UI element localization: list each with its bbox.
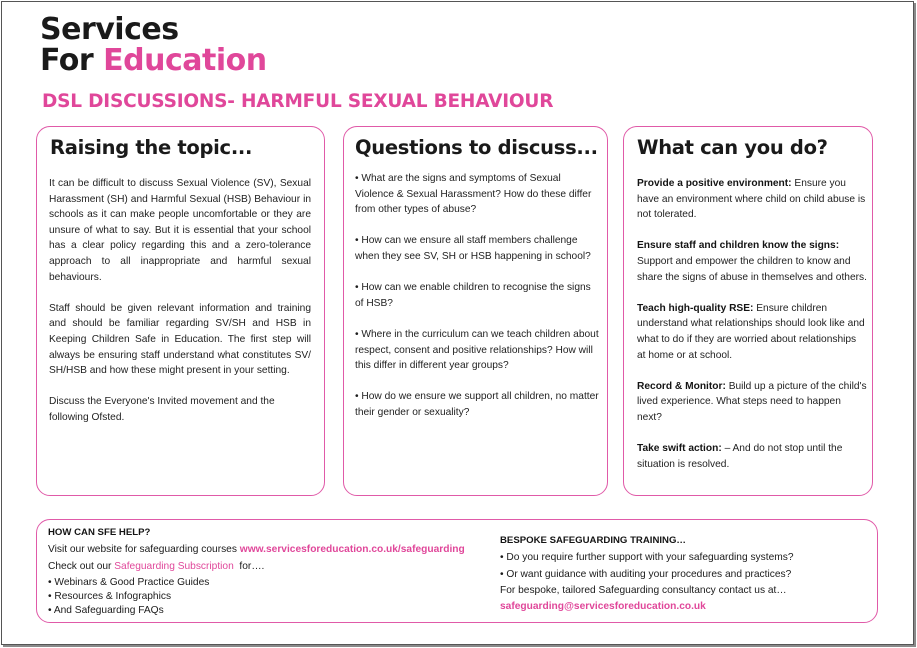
help-bullet: • Webinars & Good Practice Guides	[48, 576, 210, 588]
help-card	[36, 519, 878, 623]
subscription-link[interactable]: Safeguarding Subscription	[114, 560, 234, 572]
help-check-prefix: Check out our	[48, 560, 115, 572]
help-check-suffix: for….	[233, 560, 265, 572]
logo-line-1: Services	[40, 12, 179, 47]
action-text: Ensure children understand what relationships should look like and what to do if they are worried about relationships at home or at school.	[637, 302, 865, 361]
raising-paragraph-3: Discuss the Everyone's Invited movement and the following Ofsted.	[49, 396, 275, 423]
help-heading: HOW CAN SFE HELP?	[48, 527, 151, 538]
action-label: Record & Monitor:	[637, 380, 726, 392]
action-label: Provide a positive environment:	[637, 178, 792, 189]
raising-topic-body	[49, 176, 311, 441]
raising-paragraph-1: It can be difficult to discuss Sexual Violence (SV), Sexual Harassment (SH) and Harmful Sexual (HSB) Behaviour in schools as it can make people uncomfortable or they are unsure of what to say. But it is essential that your school has a clear policy regarding this and a zero-tolerance approach to all inappropriate and harmful sexual behaviours.	[49, 178, 311, 283]
bespoke-heading: BESPOKE SAFEGUARDING TRAINING…	[500, 535, 687, 546]
action-text: Build up a picture of the child's lived experience. What steps need to happen next?	[637, 380, 867, 423]
action-text: – And do not stop until the situation is resolved.	[637, 443, 843, 470]
page-title: DSL DISCUSSIONS- HARMFUL SEXUAL BEHAVIOUR	[42, 91, 554, 112]
actions-card	[623, 126, 873, 496]
help-section	[48, 526, 488, 619]
website-link[interactable]: www.servicesforeducation.co.uk/safeguarding	[239, 544, 465, 556]
bespoke-contact-text: For bespoke, tailored Safeguarding consultancy contact us at…	[500, 584, 787, 596]
action-item	[637, 379, 867, 426]
help-visit-text: Visit our website for safeguarding courses	[48, 544, 240, 556]
help-bullet: • And Safeguarding FAQs	[48, 605, 164, 617]
action-item	[637, 238, 867, 285]
help-bullet: • Resources & Infographics	[48, 591, 172, 603]
questions-card	[343, 126, 608, 496]
raising-paragraph-2: Staff should be given relevant information and training and should be familiar regarding SV/SH and HSB in Keeping Children Safe in Education. The first step will always be ensuring staff understand what constitutes SV/ SH/HSB and how these might present in your setting.	[49, 302, 311, 377]
questions-heading: Questions to discuss...	[355, 136, 598, 159]
action-label: Ensure staff and children know the signs:	[637, 240, 840, 252]
question-item: • How can we enable children to recognise the signs of HSB?	[355, 282, 591, 309]
action-item	[637, 176, 867, 223]
bespoke-section	[500, 534, 860, 616]
actions-list	[637, 176, 867, 488]
action-text: Support and empower the children to know and share the signs of abuse in themselves and others.	[637, 255, 867, 283]
logo-education: Education	[103, 43, 267, 78]
question-item: • How can we ensure all staff members challenge when they see SV, SH or HSB happening in school?	[355, 235, 591, 262]
raising-topic-card	[36, 126, 325, 496]
action-label: Take swift action:	[637, 443, 722, 455]
action-item	[637, 301, 867, 363]
question-item: • How do we ensure we support all children, no matter their gender or sexuality?	[355, 391, 599, 418]
actions-heading: What can you do?	[637, 136, 828, 159]
logo-for: For	[40, 43, 104, 78]
questions-list	[355, 171, 601, 436]
logo-line-2	[40, 45, 267, 76]
action-text: Ensure you have an environment where child on child abuse is not tolerated.	[637, 178, 866, 221]
email-link[interactable]: safeguarding@servicesforeducation.co.uk	[500, 601, 706, 613]
bespoke-bullet: • Or want guidance with auditing your procedures and practices?	[500, 568, 792, 580]
action-label: Teach high-quality RSE:	[637, 302, 754, 314]
help-visit-line	[48, 543, 488, 557]
bespoke-bullet: • Do you require further support with your safeguarding systems?	[500, 552, 794, 564]
question-item: • Where in the curriculum can we teach children about respect, consent and positive relationships? How will this differ in different year groups?	[355, 328, 599, 372]
logo	[40, 14, 267, 76]
raising-topic-heading: Raising the topic...	[50, 136, 253, 159]
question-item: • What are the signs and symptoms of Sexual Violence & Sexual Harassment? How do these differ from other types of abuse?	[355, 173, 592, 216]
help-check-line	[48, 560, 488, 574]
action-item	[637, 441, 867, 472]
